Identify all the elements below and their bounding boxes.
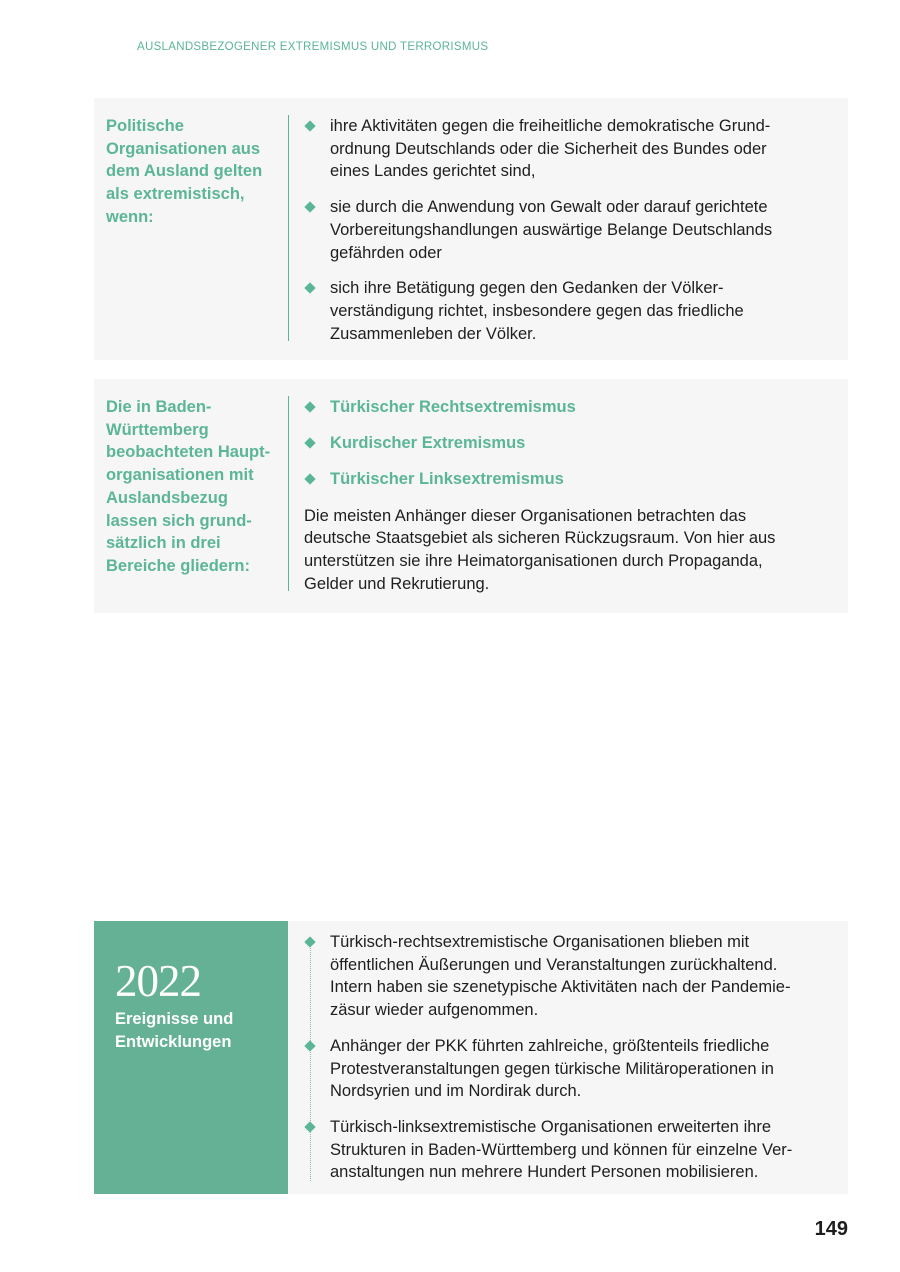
criteria-box (94, 98, 848, 360)
diamond-bullet-icon (304, 474, 315, 485)
areas-list (304, 396, 824, 595)
diamond-bullet-icon (304, 283, 315, 294)
areas-box (94, 379, 848, 613)
events-box (94, 921, 848, 1194)
criteria-list (304, 115, 824, 358)
page-number: 149 (814, 1218, 848, 1240)
list-item: Kurdischer Extremismus (304, 432, 824, 455)
diamond-bullet-icon (304, 201, 315, 212)
list-item: Türkisch-linksextremistische Organisationen erweiterten ihre Strukturen in Baden-Württemberg und können für einzelne Ver- anstaltungen nun mehrere Hundert Personen mobilisieren. (304, 1116, 824, 1184)
areas-label: Die in Baden- Württemberg beobachteten Haupt- organisationen mit Auslandsbezug lassen sich grund- sätzlich in drei Bereiche gliedern: (106, 398, 271, 575)
list-item: ihre Aktivitäten gegen die freiheitliche demokratische Grund- ordnung Deutschlands oder die Sicherheit des Bundes oder eines Landes gerichtet sind, (304, 115, 824, 183)
list-item: Türkischer Linksextremismus (304, 468, 824, 491)
diamond-bullet-icon (304, 401, 315, 412)
list-item: sich ihre Betätigung gegen den Gedanken der Völker- verständigung richtet, insbesondere gegen das friedliche Zusammenleben der Völker. (304, 277, 824, 345)
diamond-bullet-icon (304, 1040, 315, 1051)
events-panel (94, 921, 288, 1194)
diamond-bullet-icon (304, 120, 315, 131)
list-item: Türkisch-rechtsextremistische Organisationen blieben mit öffentlichen Äußerungen und Veranstaltungen zurückhaltend. Intern haben sie szenetypische Aktivitäten nach der Pandemie- zäsur wieder aufgenommen. (304, 931, 824, 1022)
diamond-bullet-icon (304, 936, 315, 947)
list-item: Türkischer Rechtsextremismus (304, 396, 824, 419)
running-header: AUSLANDSBEZOGENER EXTREMISMUS UND TERRORISMUS (137, 41, 489, 53)
diamond-bullet-icon (304, 1121, 315, 1132)
criteria-label: Politische Organisationen aus dem Ausland gelten als extremistisch, wenn: (106, 117, 263, 226)
areas-paragraph: Die meisten Anhänger dieser Organisationen betrachten das deutsche Staatsgebiet als sicheren Rückzugsraum. Von hier aus unterstützen sie ihre Heimatorganisationen durch Propaganda, Gelder und Rekrutierung. (304, 506, 776, 593)
divider-line (288, 115, 289, 341)
events-title: Ereignisse und Entwicklungen (115, 1010, 234, 1051)
events-list (304, 931, 824, 1197)
list-item: sie durch die Anwendung von Gewalt oder darauf gerichtete Vorbereitungshandlungen auswärtige Belange Deutschlands gefährden oder (304, 196, 824, 264)
year-heading: 2022 (115, 956, 201, 1006)
diamond-bullet-icon (304, 438, 315, 449)
list-item: Anhänger der PKK führten zahlreiche, größtenteils friedliche Protestveranstaltungen gegen türkische Militäroperationen in Nordsyrien und im Nordirak durch. (304, 1035, 824, 1103)
divider-line (288, 396, 289, 591)
